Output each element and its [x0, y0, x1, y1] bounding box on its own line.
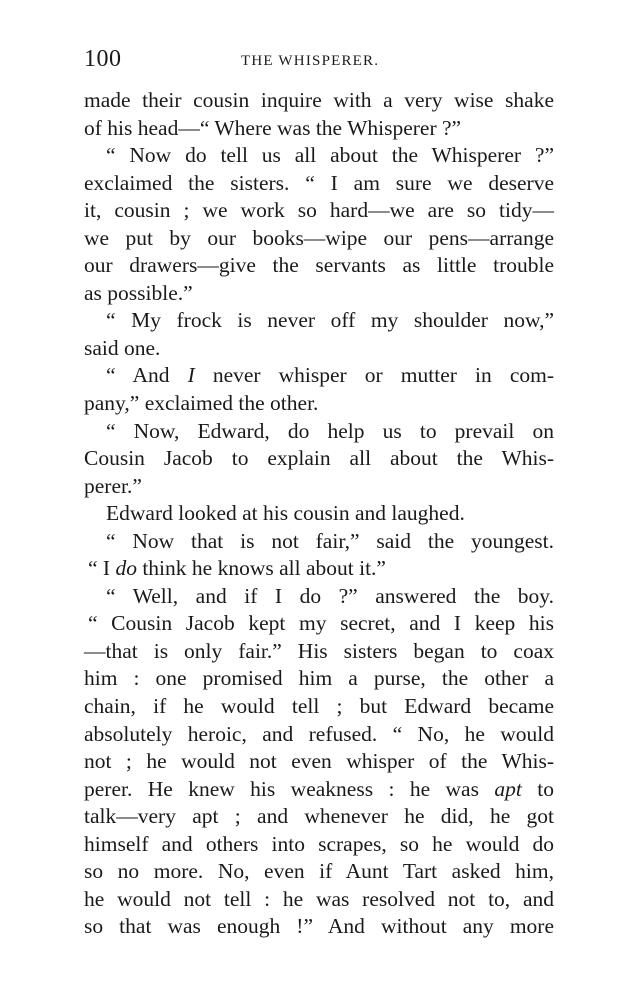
body-text: [84, 87, 554, 941]
text-line: our drawers—give the servants as little trouble: [84, 253, 554, 278]
text-line: him : one promised him a purse, the other a: [84, 666, 554, 691]
text-line: “ I do think he knows all about it.”: [88, 556, 386, 581]
text-line: perer.”: [84, 473, 142, 498]
text-line: himself and others into scrapes, so he would do: [84, 831, 554, 856]
page-header: [84, 46, 554, 80]
emphasis-word: I: [187, 363, 195, 388]
text-line: perer. He knew his weakness : he was apt to: [84, 776, 554, 801]
text-line: “ And I never whisper or mutter in com-: [106, 363, 554, 388]
text-line: said one.: [84, 335, 161, 360]
text-line: Edward looked at his cousin and laughed.: [106, 501, 465, 526]
emphasis-word: do: [115, 556, 137, 581]
text-line: “ Now, Edward, do help us to prevail on: [106, 418, 554, 443]
text-line: not ; he would not even whisper of the Whis-: [84, 749, 554, 774]
text-line: as possible.”: [84, 280, 193, 305]
text-line: we put by our books—wipe our pens—arrange: [84, 225, 554, 250]
text-line: exclaimed the sisters. “ I am sure we deserve: [84, 170, 554, 195]
text-line: it, cousin ; we work so hard—we are so tidy—: [84, 198, 554, 223]
text-line: “ Well, and if I do ?” answered the boy.: [106, 583, 554, 608]
emphasis-word: apt: [494, 776, 522, 801]
text-line: absolutely heroic, and refused. “ No, he would: [84, 721, 554, 746]
text-line: pany,” exclaimed the other.: [84, 391, 319, 416]
text-line: “ Now do tell us all about the Whisperer ?”: [106, 143, 554, 168]
text-line: “ Now that is not fair,” said the youngest.: [106, 528, 554, 553]
text-line: so that was enough !” And without any more: [84, 914, 554, 939]
text-line: Cousin Jacob to explain all about the Whis-: [84, 446, 554, 471]
text-line: he would not tell : he was resolved not to, and: [84, 886, 554, 911]
text-line: “ Cousin Jacob kept my secret, and I keep his: [88, 611, 554, 636]
running-title: THE WHISPERER.: [241, 53, 380, 69]
text-line: “ My frock is never off my shoulder now,”: [106, 308, 554, 333]
text-line: talk—very apt ; and whenever he did, he got: [84, 804, 554, 829]
text-line: —that is only fair.” His sisters began to coax: [84, 638, 554, 663]
text-line: so no more. No, even if Aunt Tart asked him,: [84, 859, 554, 884]
text-line: made their cousin inquire with a very wise shake: [84, 88, 554, 112]
page-number: 100: [84, 46, 122, 72]
text-line: chain, if he would tell ; but Edward became: [84, 694, 554, 719]
text-line: of his head—“ Where was the Whisperer ?”: [84, 115, 462, 140]
